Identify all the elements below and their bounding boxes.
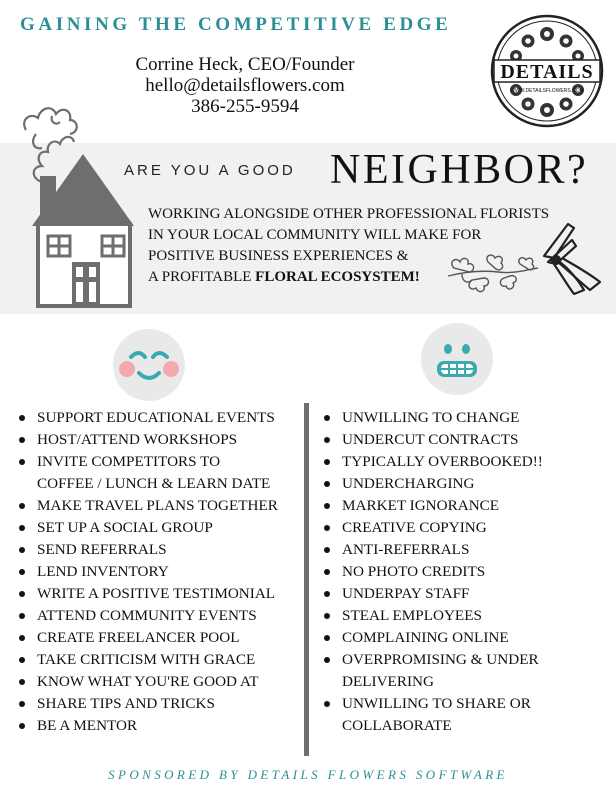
bad-neighbor-list <box>322 407 612 737</box>
band-line-4-prefix: A PROFITABLE <box>148 269 256 285</box>
list-item: UNDERCHARGING <box>322 473 612 495</box>
details-logo <box>490 14 604 128</box>
list-item: BE A MENTOR <box>17 715 302 737</box>
list-item: COMPLAINING ONLINE <box>322 627 612 649</box>
list-item: UNWILLING TO CHANGE <box>322 407 612 429</box>
list-item: KNOW WHAT YOU'RE GOOD AT <box>17 671 302 693</box>
list-item: SEND REFERRALS <box>17 539 302 561</box>
good-neighbor-list <box>17 407 302 737</box>
list-item: TAKE CRITICISM WITH GRACE <box>17 649 302 671</box>
list-item: CREATIVE COPYING <box>322 517 612 539</box>
footer-sponsor: SPONSORED BY DETAILS FLOWERS SOFTWARE <box>108 767 508 782</box>
list-item: ANTI-REFERRALS <box>322 539 612 561</box>
list-item: SHARE TIPS AND TRICKS <box>17 693 302 715</box>
contact-email[interactable]: hello@detailsflowers.com <box>145 75 345 96</box>
list-item: NO PHOTO CREDITS <box>322 561 612 583</box>
house-icon <box>10 90 140 312</box>
list-item: WRITE A POSITIVE TESTIMONIAL <box>17 583 302 605</box>
list-item: ATTEND COMMUNITY EVENTS <box>17 605 302 627</box>
list-item: SET UP A SOCIAL GROUP <box>17 517 302 539</box>
list-item: OVERPROMISING & UNDER <box>322 649 612 671</box>
contact-name: Corrine Heck, CEO/Founder <box>135 54 355 75</box>
list-item: SUPPORT EDUCATIONAL EVENTS <box>17 407 302 429</box>
list-item: DELIVERING <box>342 673 434 690</box>
happy-face-icon <box>113 329 185 401</box>
column-divider <box>304 403 309 756</box>
list-item: CREATE FREELANCER POOL <box>17 627 302 649</box>
list-item: HOST/ATTEND WORKSHOPS <box>17 429 302 451</box>
list-item: LEND INVENTORY <box>17 561 302 583</box>
list-item: INVITE COMPETITORS TO <box>17 451 302 473</box>
contact-phone[interactable]: 386-255-9594 <box>191 96 299 117</box>
list-item: UNDERPAY STAFF <box>322 583 612 605</box>
band-line-3: POSITIVE BUSINESS EXPERIENCES & <box>148 248 409 264</box>
list-item: MARKET IGNORANCE <box>322 495 612 517</box>
band-line-1: WORKING ALONGSIDE OTHER PROFESSIONAL FLORISTS <box>148 206 550 222</box>
grimace-face-icon <box>421 323 493 395</box>
list-item: UNDERCUT CONTRACTS <box>322 429 612 451</box>
band-line-4-bold: FLORAL ECOSYSTEM! <box>255 269 420 285</box>
band-line-2: IN YOUR LOCAL COMMUNITY WILL MAKE FOR <box>148 227 482 243</box>
grimace-face-drawing <box>421 323 493 395</box>
question-small: ARE YOU A GOOD <box>124 162 296 179</box>
list-item: MAKE TRAVEL PLANS TOGETHER <box>17 495 302 517</box>
contact-block <box>100 54 390 117</box>
question-big: NEIGHBOR? <box>330 147 589 193</box>
logo-url: WWW.DETAILSFLOWERS.COM <box>510 88 584 94</box>
list-item: UNWILLING TO SHARE OR <box>322 693 612 715</box>
list-item: COLLABORATE <box>342 717 452 734</box>
pruning-shears-icon <box>440 218 610 298</box>
header-title: GAINING THE COMPETITIVE EDGE <box>20 14 452 35</box>
list-item: COFFEE / LUNCH & LEARN DATE <box>37 475 271 492</box>
list-item: STEAL EMPLOYEES <box>322 605 612 627</box>
logo-brand: DETAILS <box>500 61 594 83</box>
happy-face-drawing <box>113 329 185 401</box>
list-item: TYPICALLY OVERBOOKED!! <box>322 451 612 473</box>
